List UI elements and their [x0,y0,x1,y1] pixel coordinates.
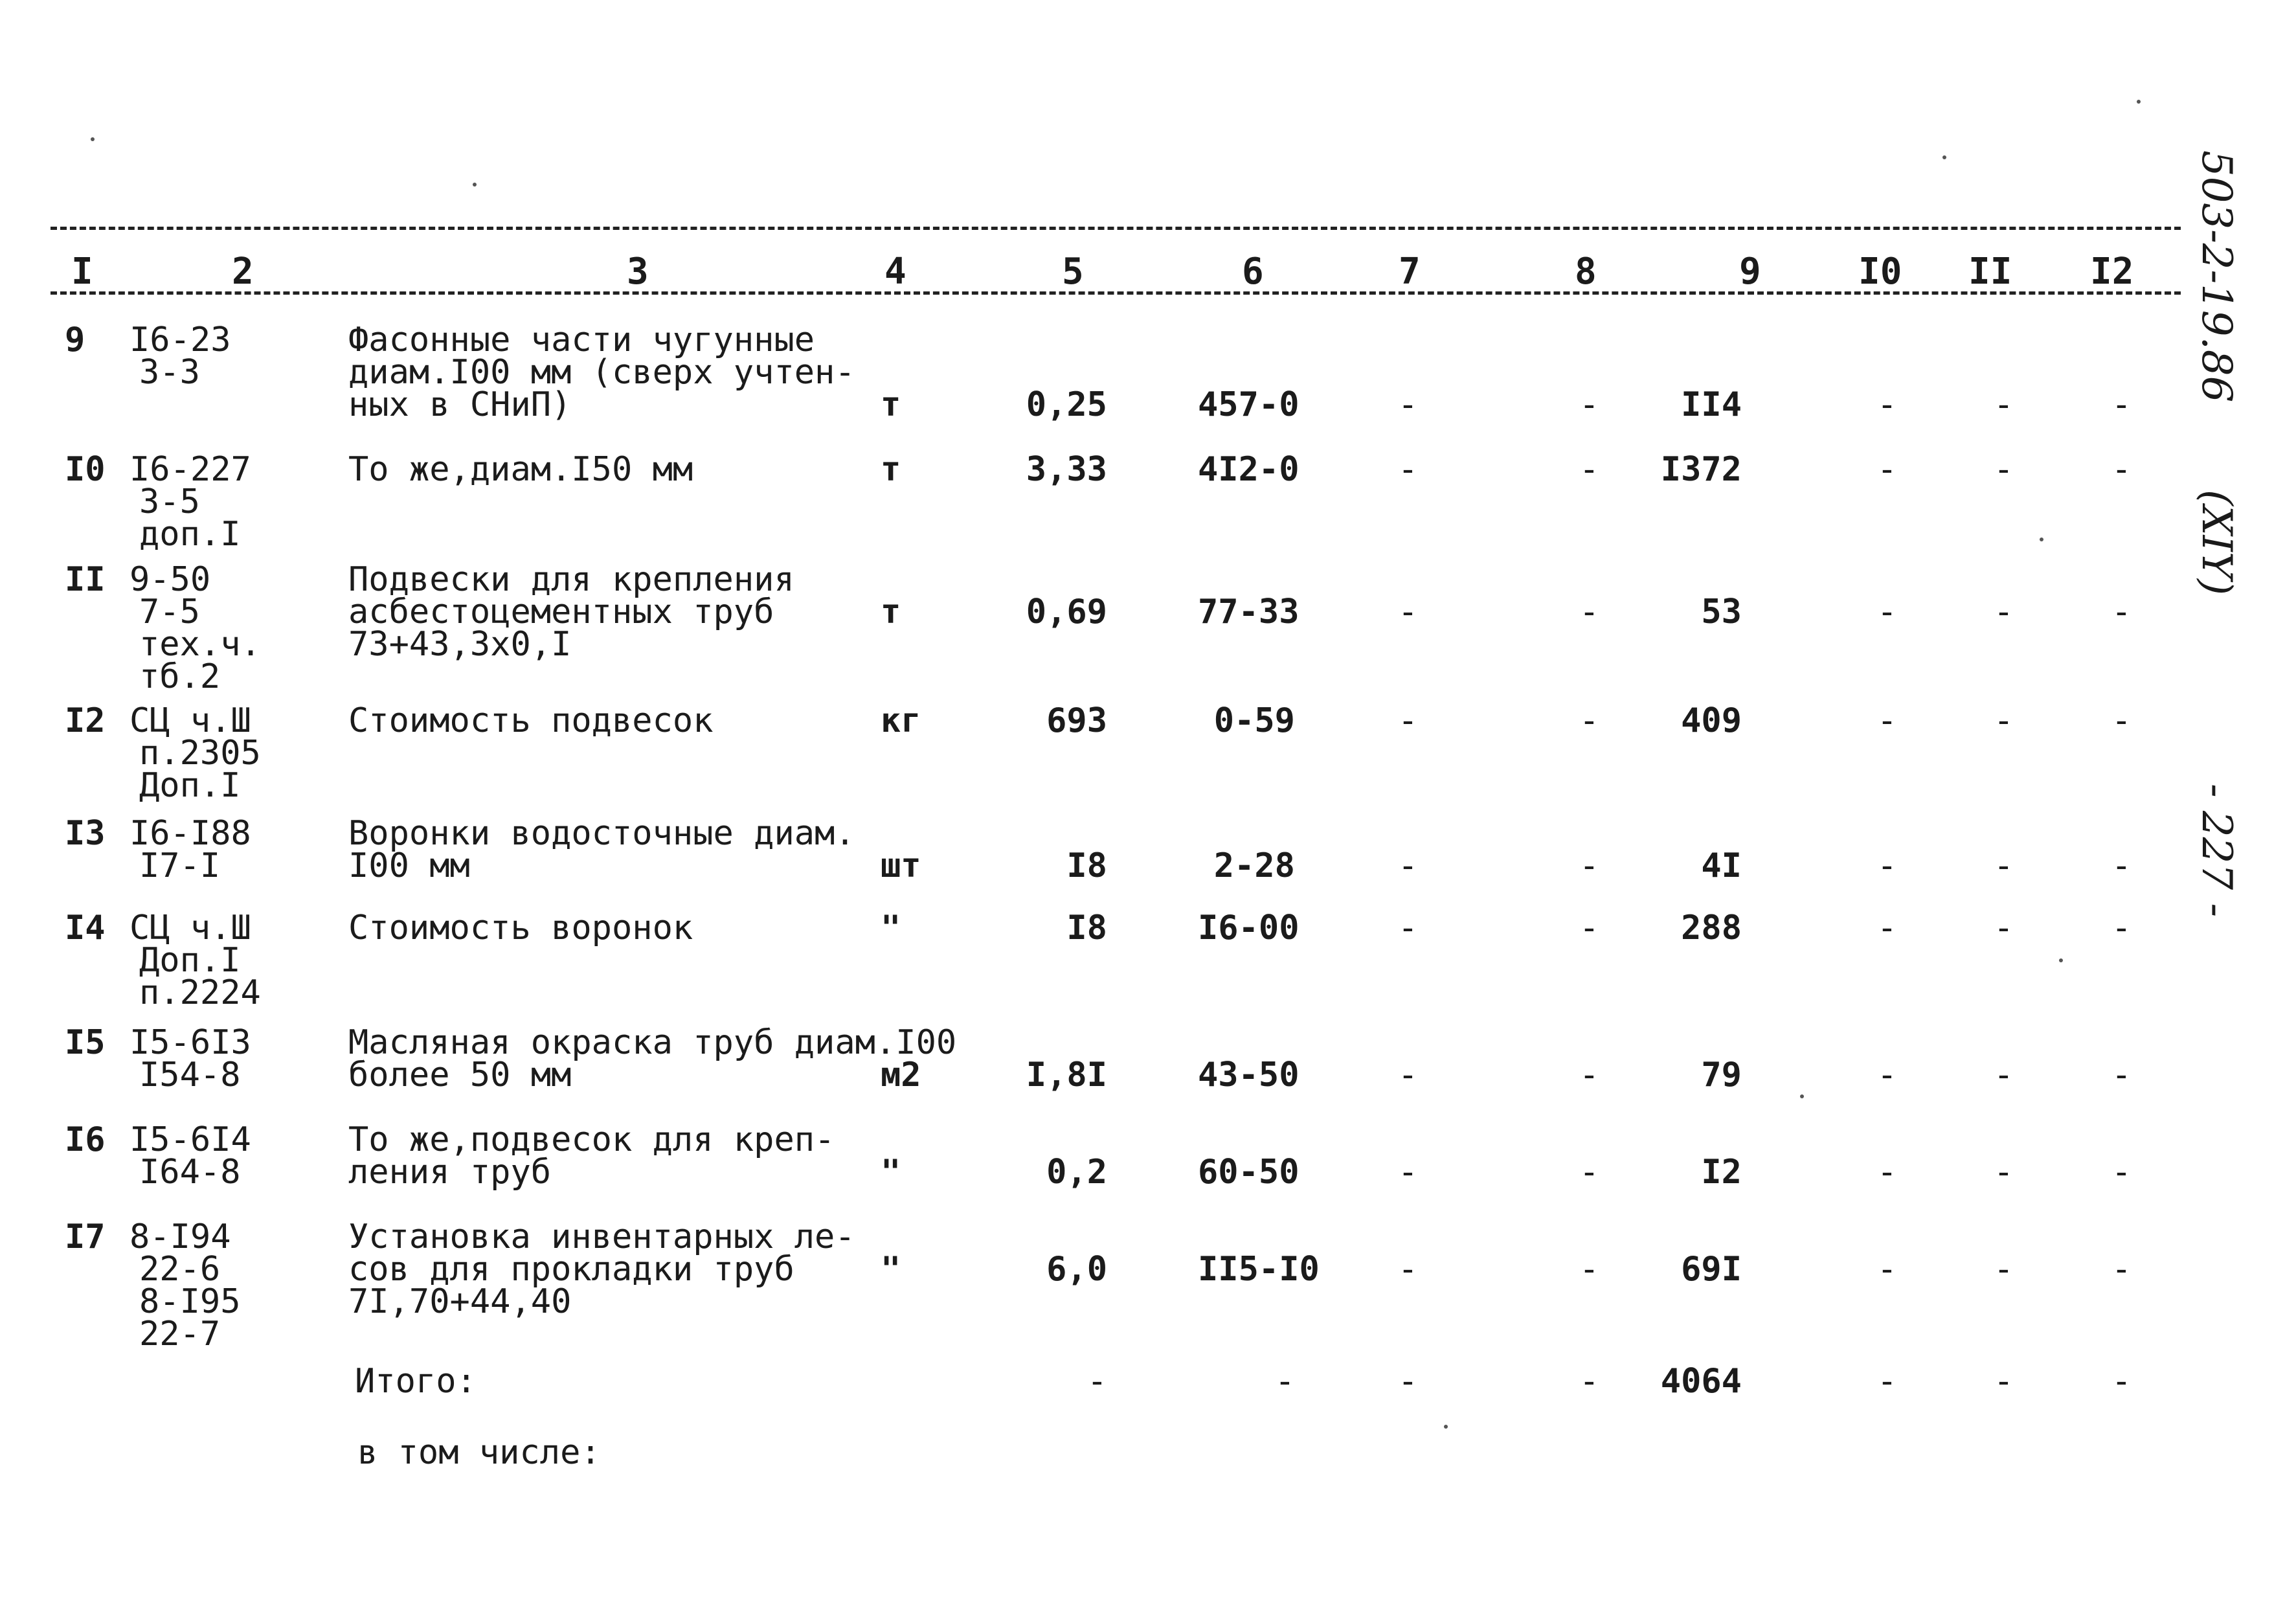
col9-value: 409 [1681,701,1742,740]
work-description-line: более 50 мм [348,1056,572,1094]
work-description-line: диам.I00 мм (сверх учтен- [348,353,855,392]
norm-code-line: 22-7 [139,1315,221,1353]
col10-value: - [1876,909,1897,947]
scan-speck [1942,155,1946,159]
norm-code-line: I6-23 [129,321,231,359]
subtotal-note: в том числе: [357,1433,601,1472]
header-rule-top [51,227,2181,230]
unit-price: 60-50 [1198,1153,1300,1192]
norm-code-line: п.2305 [139,734,261,773]
col9-value: I2 [1701,1153,1742,1192]
scan-speck [2137,100,2141,104]
col8-value: - [1579,1250,1599,1289]
norm-code-line: I5-6I4 [129,1120,251,1159]
col10-value: - [1876,1153,1897,1192]
unit: " [881,1250,901,1289]
total-label: Итого: [355,1362,477,1401]
col-header-11: II [1968,251,2012,293]
total-col5: - [1086,1362,1107,1401]
work-description-line: Фасонные части чугунные [348,321,815,359]
col12-value: - [2111,846,2132,885]
quantity: I8 [1066,909,1107,947]
total-col11: - [1993,1362,2014,1401]
quantity: 0,2 [1046,1153,1107,1192]
col8-value: - [1579,385,1599,424]
norm-code-line: I7-I [139,846,221,885]
col10-value: - [1876,846,1897,885]
scan-speck [2059,958,2063,962]
work-description-line: Установка инвентарных ле- [348,1217,855,1256]
col10-value: - [1876,1250,1897,1289]
unit: " [881,1153,901,1192]
unit: т [881,385,901,424]
row-number: I2 [65,701,106,740]
scan-speck [473,183,477,187]
col12-value: - [2111,450,2132,489]
row-number: I7 [65,1217,106,1256]
col7-value: - [1397,1153,1418,1192]
work-description-line: I00 мм [348,846,470,885]
norm-code-line: I5-6I3 [129,1023,251,1062]
col11-value: - [1993,1153,2014,1192]
row-number: I6 [65,1120,106,1159]
col7-value: - [1397,909,1418,947]
col-header-1: I [71,251,93,293]
col7-value: - [1397,450,1418,489]
col10-value: - [1876,593,1897,631]
col8-value: - [1579,593,1599,631]
scan-speck [91,137,95,141]
norm-code-line: Доп.I [139,941,241,980]
work-description-line: Воронки водосточные диам. [348,814,855,853]
col9-value: II4 [1681,385,1742,424]
col-header-2: 2 [232,251,254,293]
norm-code-line: тб.2 [139,657,221,696]
col-header-7: 7 [1399,251,1421,293]
unit: кг [881,701,921,740]
quantity: 3,33 [1026,450,1107,489]
col7-value: - [1397,701,1418,740]
total-col6: - [1274,1362,1295,1401]
col8-value: - [1579,909,1599,947]
col12-value: - [2111,1056,2132,1094]
unit-price: 77-33 [1198,593,1300,631]
col11-value: - [1993,385,2014,424]
col-header-3: 3 [627,251,649,293]
col7-value: - [1397,385,1418,424]
norm-code-line: СЦ ч.Ш [129,909,251,947]
row-number: I4 [65,909,106,947]
work-description-line: ных в СНиП) [348,385,572,424]
work-description-line: Стоимость подвесок [348,701,714,740]
norm-code-line: 7-5 [139,593,200,631]
col11-value: - [1993,701,2014,740]
col10-value: - [1876,1056,1897,1094]
row-number: I0 [65,450,106,489]
norm-code-line: 8-I95 [139,1282,241,1321]
col7-value: - [1397,846,1418,885]
quantity: I,8I [1026,1056,1107,1094]
col11-value: - [1993,1250,2014,1289]
col8-value: - [1579,701,1599,740]
work-description-line: То же,подвесок для креп- [348,1120,835,1159]
col9-value: 288 [1681,909,1742,947]
col9-value: 4I [1701,846,1742,885]
col12-value: - [2111,593,2132,631]
unit-price: I6-00 [1198,909,1300,947]
col11-value: - [1993,450,2014,489]
work-description-line: 7I,70+44,40 [348,1282,572,1321]
norm-code-line: 3-3 [139,353,200,392]
work-description-line: То же,диам.I50 мм [348,450,693,489]
row-number: I3 [65,814,106,853]
col8-value: - [1579,846,1599,885]
work-description-line: ления труб [348,1153,552,1192]
side-doc-number: 503-2-19.86 [2192,150,2240,403]
total-col9: 4064 [1660,1362,1742,1401]
col12-value: - [2111,701,2132,740]
col-header-6: 6 [1242,251,1264,293]
norm-code-line: I6-I88 [129,814,251,853]
col11-value: - [1993,593,2014,631]
col9-value: I372 [1660,450,1742,489]
col11-value: - [1993,1056,2014,1094]
col12-value: - [2111,1250,2132,1289]
quantity: I8 [1066,846,1107,885]
norm-code-line: СЦ ч.Ш [129,701,251,740]
col-header-12: I2 [2090,251,2134,293]
side-page: - 227 - [2192,784,2240,918]
unit-price: 4I2-0 [1198,450,1300,489]
col8-value: - [1579,1056,1599,1094]
unit-price: 457-0 [1198,385,1300,424]
col9-value: 53 [1701,593,1742,631]
total-col12: - [2111,1362,2132,1401]
col12-value: - [2111,909,2132,947]
col9-value: 69I [1681,1250,1742,1289]
unit: м2 [881,1056,921,1094]
norm-code-line: 9-50 [129,560,211,599]
row-number: 9 [65,321,85,359]
norm-code-line: тех.ч. [139,625,261,664]
col11-value: - [1993,909,2014,947]
col10-value: - [1876,701,1897,740]
col12-value: - [2111,385,2132,424]
col11-value: - [1993,846,2014,885]
work-description-line: Подвески для крепления [348,560,794,599]
norm-code-line: I54-8 [139,1056,241,1094]
unit: т [881,593,901,631]
total-col10: - [1876,1362,1897,1401]
norm-code-line: п.2224 [139,973,261,1012]
unit: шт [881,846,921,885]
norm-code-line: 3-5 [139,482,200,521]
col7-value: - [1397,593,1418,631]
norm-code-line: 8-I94 [129,1217,231,1256]
work-description-line: сов для прокладки труб [348,1250,794,1289]
scan-speck [2040,538,2043,541]
norm-code-line: 22-6 [139,1250,221,1289]
unit: т [881,450,901,489]
total-col7: - [1397,1362,1418,1401]
norm-code-line: I64-8 [139,1153,241,1192]
unit-price: 2-28 [1213,846,1295,885]
unit-price: 43-50 [1198,1056,1300,1094]
col-header-5: 5 [1062,251,1084,293]
quantity: 0,25 [1026,385,1107,424]
work-description-line: 73+43,3x0,I [348,625,572,664]
col-header-10: I0 [1858,251,1902,293]
col9-value: 79 [1701,1056,1742,1094]
col7-value: - [1397,1250,1418,1289]
norm-code-line: доп.I [139,515,241,554]
scan-speck [1800,1094,1804,1098]
norm-code-line: I6-227 [129,450,251,489]
unit: " [881,909,901,947]
col10-value: - [1876,385,1897,424]
side-part: (XIY) [2192,490,2240,596]
total-col8: - [1579,1362,1599,1401]
quantity: 693 [1046,701,1107,740]
work-description-line: асбестоцементных труб [348,593,774,631]
row-number: I5 [65,1023,106,1062]
norm-code-line: Доп.I [139,766,241,805]
row-number: II [65,560,106,599]
work-description-line: Стоимость воронок [348,909,693,947]
col8-value: - [1579,1153,1599,1192]
col-header-8: 8 [1575,251,1597,293]
col-header-4: 4 [884,251,906,293]
unit-price: II5-I0 [1198,1250,1320,1289]
col-header-9: 9 [1739,251,1761,293]
scan-speck [1444,1425,1448,1429]
col7-value: - [1397,1056,1418,1094]
work-description-line: Масляная окраска труб диам.I00 [348,1023,957,1062]
quantity: 0,69 [1026,593,1107,631]
col8-value: - [1579,450,1599,489]
unit-price: 0-59 [1213,701,1295,740]
col12-value: - [2111,1153,2132,1192]
quantity: 6,0 [1046,1250,1107,1289]
col10-value: - [1876,450,1897,489]
